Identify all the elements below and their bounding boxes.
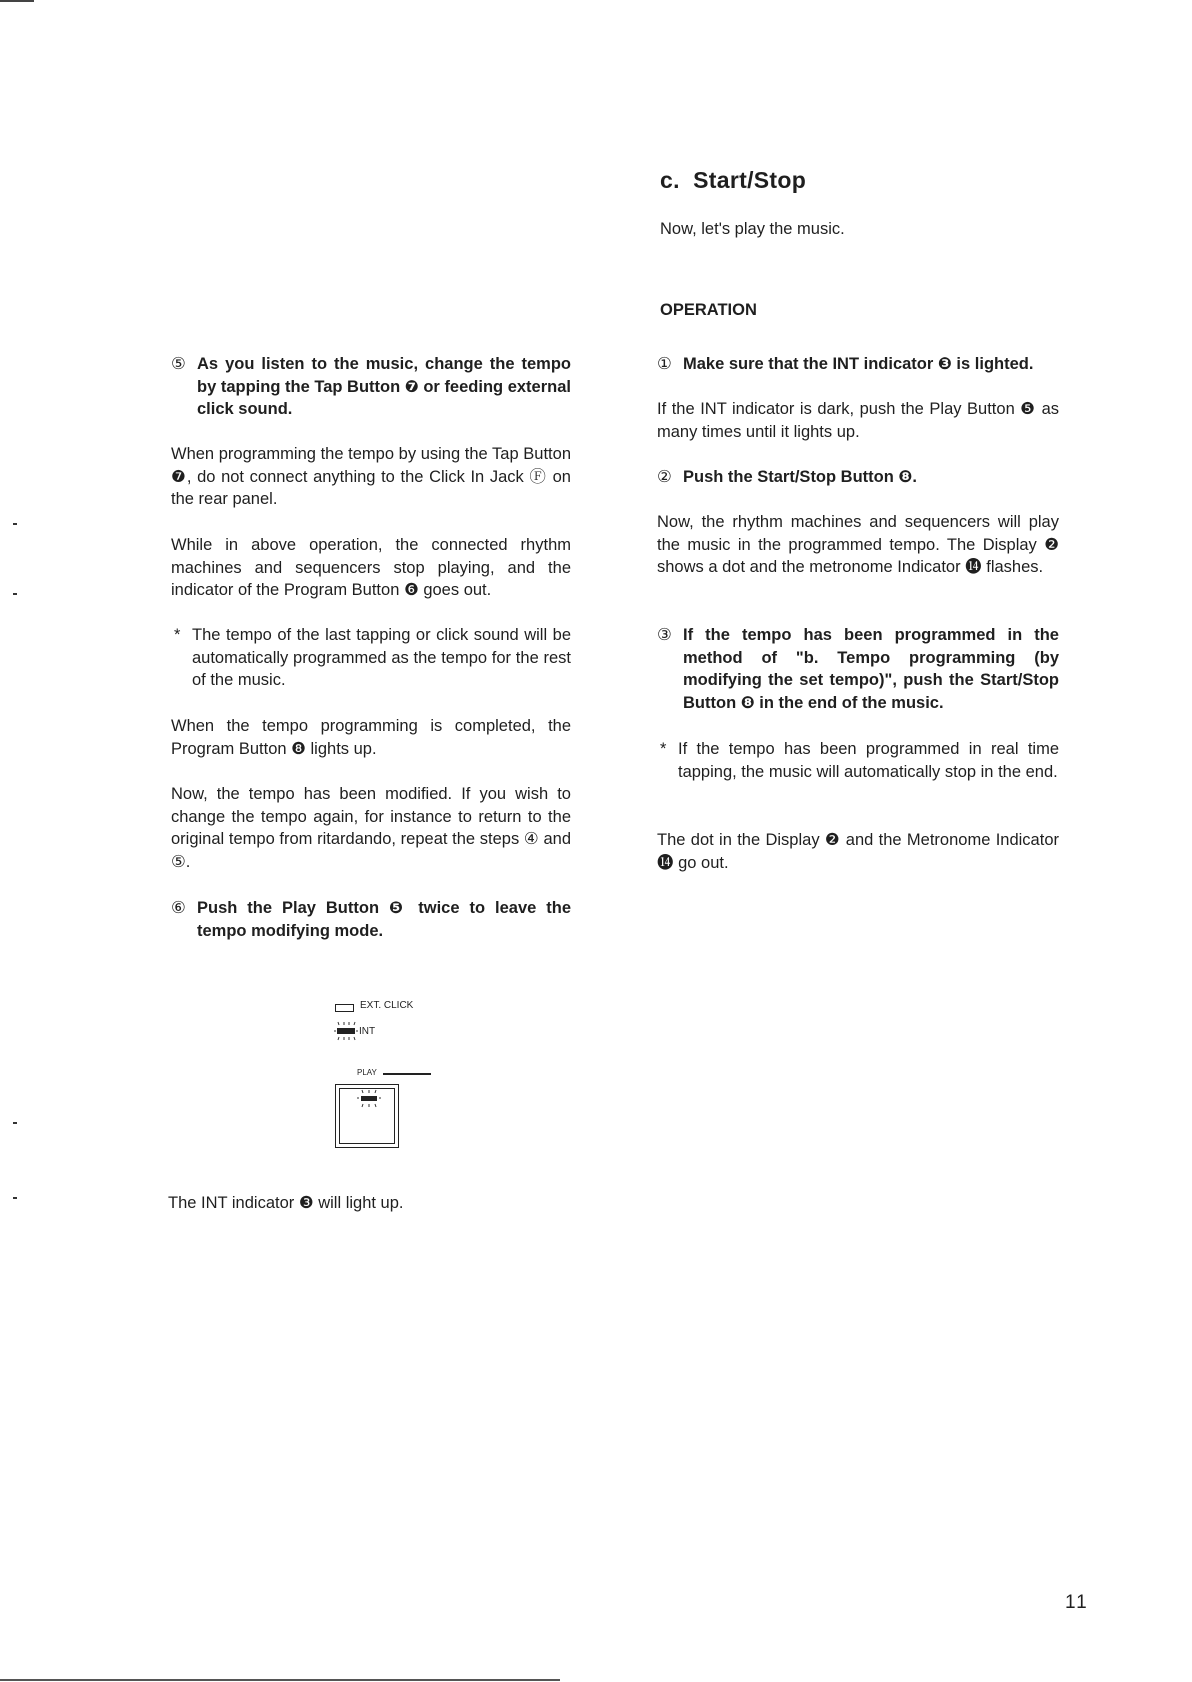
int-indicator-lit — [333, 1021, 359, 1041]
paragraph: If the INT indicator is dark, push the Play Button ❺ as many times until it lights up. — [657, 400, 1059, 441]
paragraph: Now, the rhythm machines and sequencers will play the music in the programmed tempo. The Display ❷ shows a dot and the metronome Indicator ⓮ flashes. — [657, 513, 1059, 576]
note — [171, 624, 571, 692]
right-column — [657, 0, 1059, 872]
page-number: 11 — [1065, 1592, 1089, 1613]
figure-caption: The INT indicator ❸ will light up. — [168, 1194, 404, 1212]
paragraph: When the tempo programming is completed, the Program Button ❽ lights up. — [171, 717, 571, 758]
paragraph: When programming the tempo by using the Tap Button ❼, do not connect anything to the Click In Jack Ⓕ on the rear panel. — [171, 445, 571, 508]
top-edge-mark — [0, 0, 34, 2]
left-column — [168, 0, 571, 1212]
note-text: The tempo of the last tapping or click sound will be automatically programmed as the tempo for the rest of the music. — [192, 626, 571, 689]
section-title: c. Start/Stop — [660, 167, 807, 193]
paragraph: The dot in the Display ❷ and the Metronome Indicator ⓮ go out. — [657, 831, 1059, 872]
margin-mark — [13, 593, 17, 595]
play-led-lit — [356, 1089, 382, 1109]
step-text: Make sure that the INT indicator ❸ is lighted. — [683, 355, 1034, 373]
step-2 — [657, 466, 1059, 489]
step-text: As you listen to the music, change the tempo by tapping the Tap Button ❼ or feeding external click sound. — [197, 355, 571, 418]
panel-figure — [335, 999, 475, 1151]
margin-mark — [13, 523, 17, 525]
note — [657, 738, 1059, 783]
step-5 — [171, 353, 571, 421]
note-mark: * — [660, 740, 667, 758]
step-text: Push the Play Button ❺ twice to leave the tempo modifying mode. — [197, 899, 571, 940]
play-label-rule — [383, 1073, 431, 1075]
paragraph: Now, the tempo has been modified. If you wish to change the tempo again, for instance to return to the original tempo from ritardando, repeat the steps ④ and ⑤. — [171, 785, 571, 871]
note-text: If the tempo has been programmed in real time tapping, the music will automatically stop in the end. — [678, 740, 1059, 781]
margin-mark — [13, 1122, 17, 1124]
ext-click-label: EXT. CLICK — [360, 1000, 414, 1011]
step-number: ② — [657, 468, 672, 486]
step-number: ① — [657, 355, 672, 373]
step-number: ⑥ — [171, 899, 186, 917]
play-label: PLAY — [357, 1068, 377, 1077]
step-6 — [171, 897, 571, 942]
step-1 — [657, 353, 1059, 376]
step-number: ⑤ — [171, 355, 186, 373]
step-3 — [657, 624, 1059, 714]
note-mark: * — [174, 626, 181, 644]
ext-click-indicator — [335, 1004, 354, 1012]
paragraph: While in above operation, the connected rhythm machines and sequencers stop playing, and the indicator of the Program Button ❻ goes out. — [171, 536, 571, 599]
intro-text: Now, let's play the music. — [660, 220, 845, 238]
step-text: If the tempo has been programmed in the method of "b. Tempo programming (by modifying the set tempo)", push the Start/Stop Button ❽ in the end of the music. — [683, 626, 1059, 712]
bottom-rule — [0, 1679, 560, 1681]
operation-heading: OPERATION — [660, 301, 757, 319]
int-label: INT — [359, 1026, 376, 1037]
step-text: Push the Start/Stop Button ❽. — [683, 468, 917, 486]
step-number: ③ — [657, 626, 672, 644]
play-button[interactable] — [335, 1084, 399, 1148]
margin-mark — [13, 1197, 17, 1199]
